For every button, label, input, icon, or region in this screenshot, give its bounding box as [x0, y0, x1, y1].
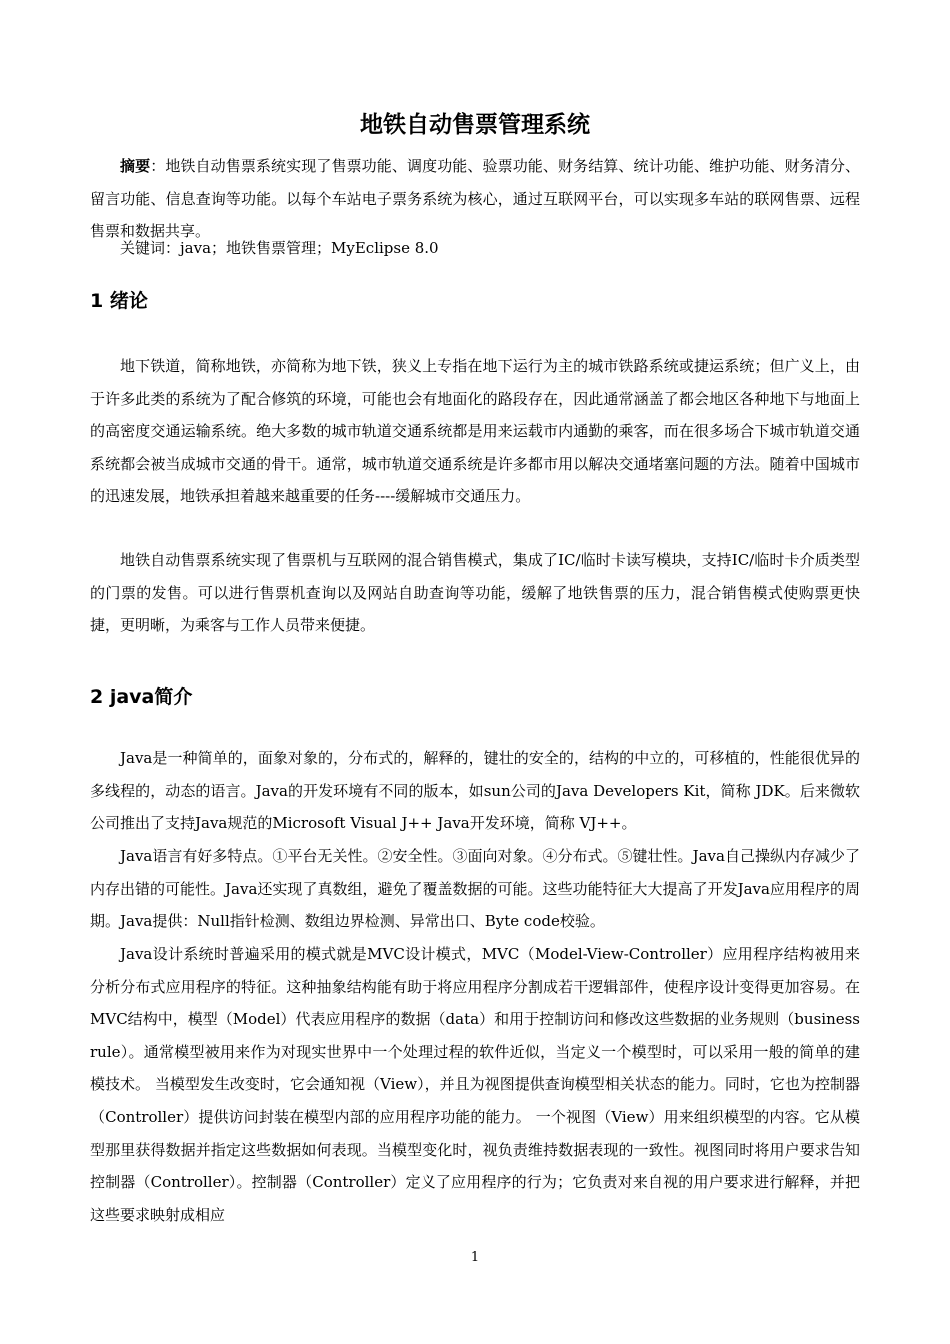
section-2-paragraph-1: Java是一种简单的，面象对象的，分布式的，解释的，键壮的安全的，结构的中立的，可移植的，性能很优异的多线程的，动态的语言。Java的开发环境有不同的版本，如sun公司的Java Developers Kit，简称 JDK。后来微软公司推出了支持Java规范的Microsoft Visual J++ Java开发环境，简称 VJ++。: [90, 749, 860, 833]
abstract-text: ：地铁自动售票系统实现了售票功能、调度功能、验票功能、财务结算、统计功能、维护功能、财务清分、留言功能、信息查询等功能。以每个车站电子票务系统为核心，通过互联网平台，可以实现多车站的联网售票、远程售票和数据共享。: [90, 157, 860, 241]
document-title: 地铁自动售票管理系统: [360, 112, 590, 138]
page-number: 1: [470, 1250, 480, 1265]
section-1-heading: 1 绪论: [90, 290, 148, 312]
section-2-heading: 2 java简介: [90, 686, 193, 708]
section-2-paragraph-3: Java设计系统时普遍采用的模式就是MVC设计模式，MVC（Model-View-Controller）应用程序结构被用来分析分布式应用程序的特征。这种抽象结构能有助于将应用程序分割成若干逻辑部件，使程序设计变得更加容易。在MVC结构中，模型（Model）代表应用程序的数据（data）和用于控制访问和修改这些数据的业务规则（business rule）。通常模型被用来作为对现实世界中一个处理过程的软件近似，当定义一个模型时，可以采用一般的简单的建模技术。 当模型发生改变时，它会通知视（View），并且为视图提供查询模型相关状态的能力。同时，它也为控制器（Controller）提供访问封装在模型内部的应用程序功能的能力。 一个视图（View）用来组织模型的内容。它从模型那里获得数据并指定这些数据如何表现。当模型变化时，视负责维持数据表现的一致性。视图同时将用户要求告知控制器（Controller）。控制器（Controller）定义了应用程序的行为；它负责对来自视的用户要求进行解释，并把这些要求映射成相应: [90, 945, 860, 1224]
abstract-label: 摘要: [120, 157, 151, 175]
section-2-paragraph-2: Java语言有好多特点。①平台无关性。②安全性。③面向对象。④分布式。⑤键壮性。Java自己操纵内存减少了内存出错的可能性。Java还实现了真数组，避免了覆盖数据的可能。这些功能特征大大提高了开发Java应用程序的周期。Java提供：Null指针检测、数组边界检测、异常出口、Byte code校验。: [90, 847, 860, 931]
section-1-paragraph-1: 地下铁道，简称地铁，亦简称为地下铁，狭义上专指在地下运行为主的城市铁路系统或捷运系统；但广义上，由于许多此类的系统为了配合修筑的环境，可能也会有地面化的路段存在，因此通常涵盖了都会地区各种地下与地面上的高密度交通运输系统。绝大多数的城市轨道交通系统都是用来运载市内通勤的乘客，而在很多场合下城市轨道交通系统都会被当成城市交通的骨干。通常，城市轨道交通系统是许多都市用以解决交通堵塞问题的方法。随着中国城市的迅速发展，地铁承担着越来越重要的任务----缓解城市交通压力。: [90, 357, 860, 506]
keywords-line: 关键词：java；地铁售票管理；MyEclipse 8.0: [120, 239, 439, 257]
section-1-paragraph-2: 地铁自动售票系统实现了售票机与互联网的混合销售模式，集成了IC/临时卡读写模块，支持IC/临时卡介质类型的门票的发售。可以进行售票机查询以及网站自助查询等功能，缓解了地铁售票的压力，混合销售模式使购票更快捷，更明晰，为乘客与工作人员带来便捷。: [90, 551, 860, 635]
